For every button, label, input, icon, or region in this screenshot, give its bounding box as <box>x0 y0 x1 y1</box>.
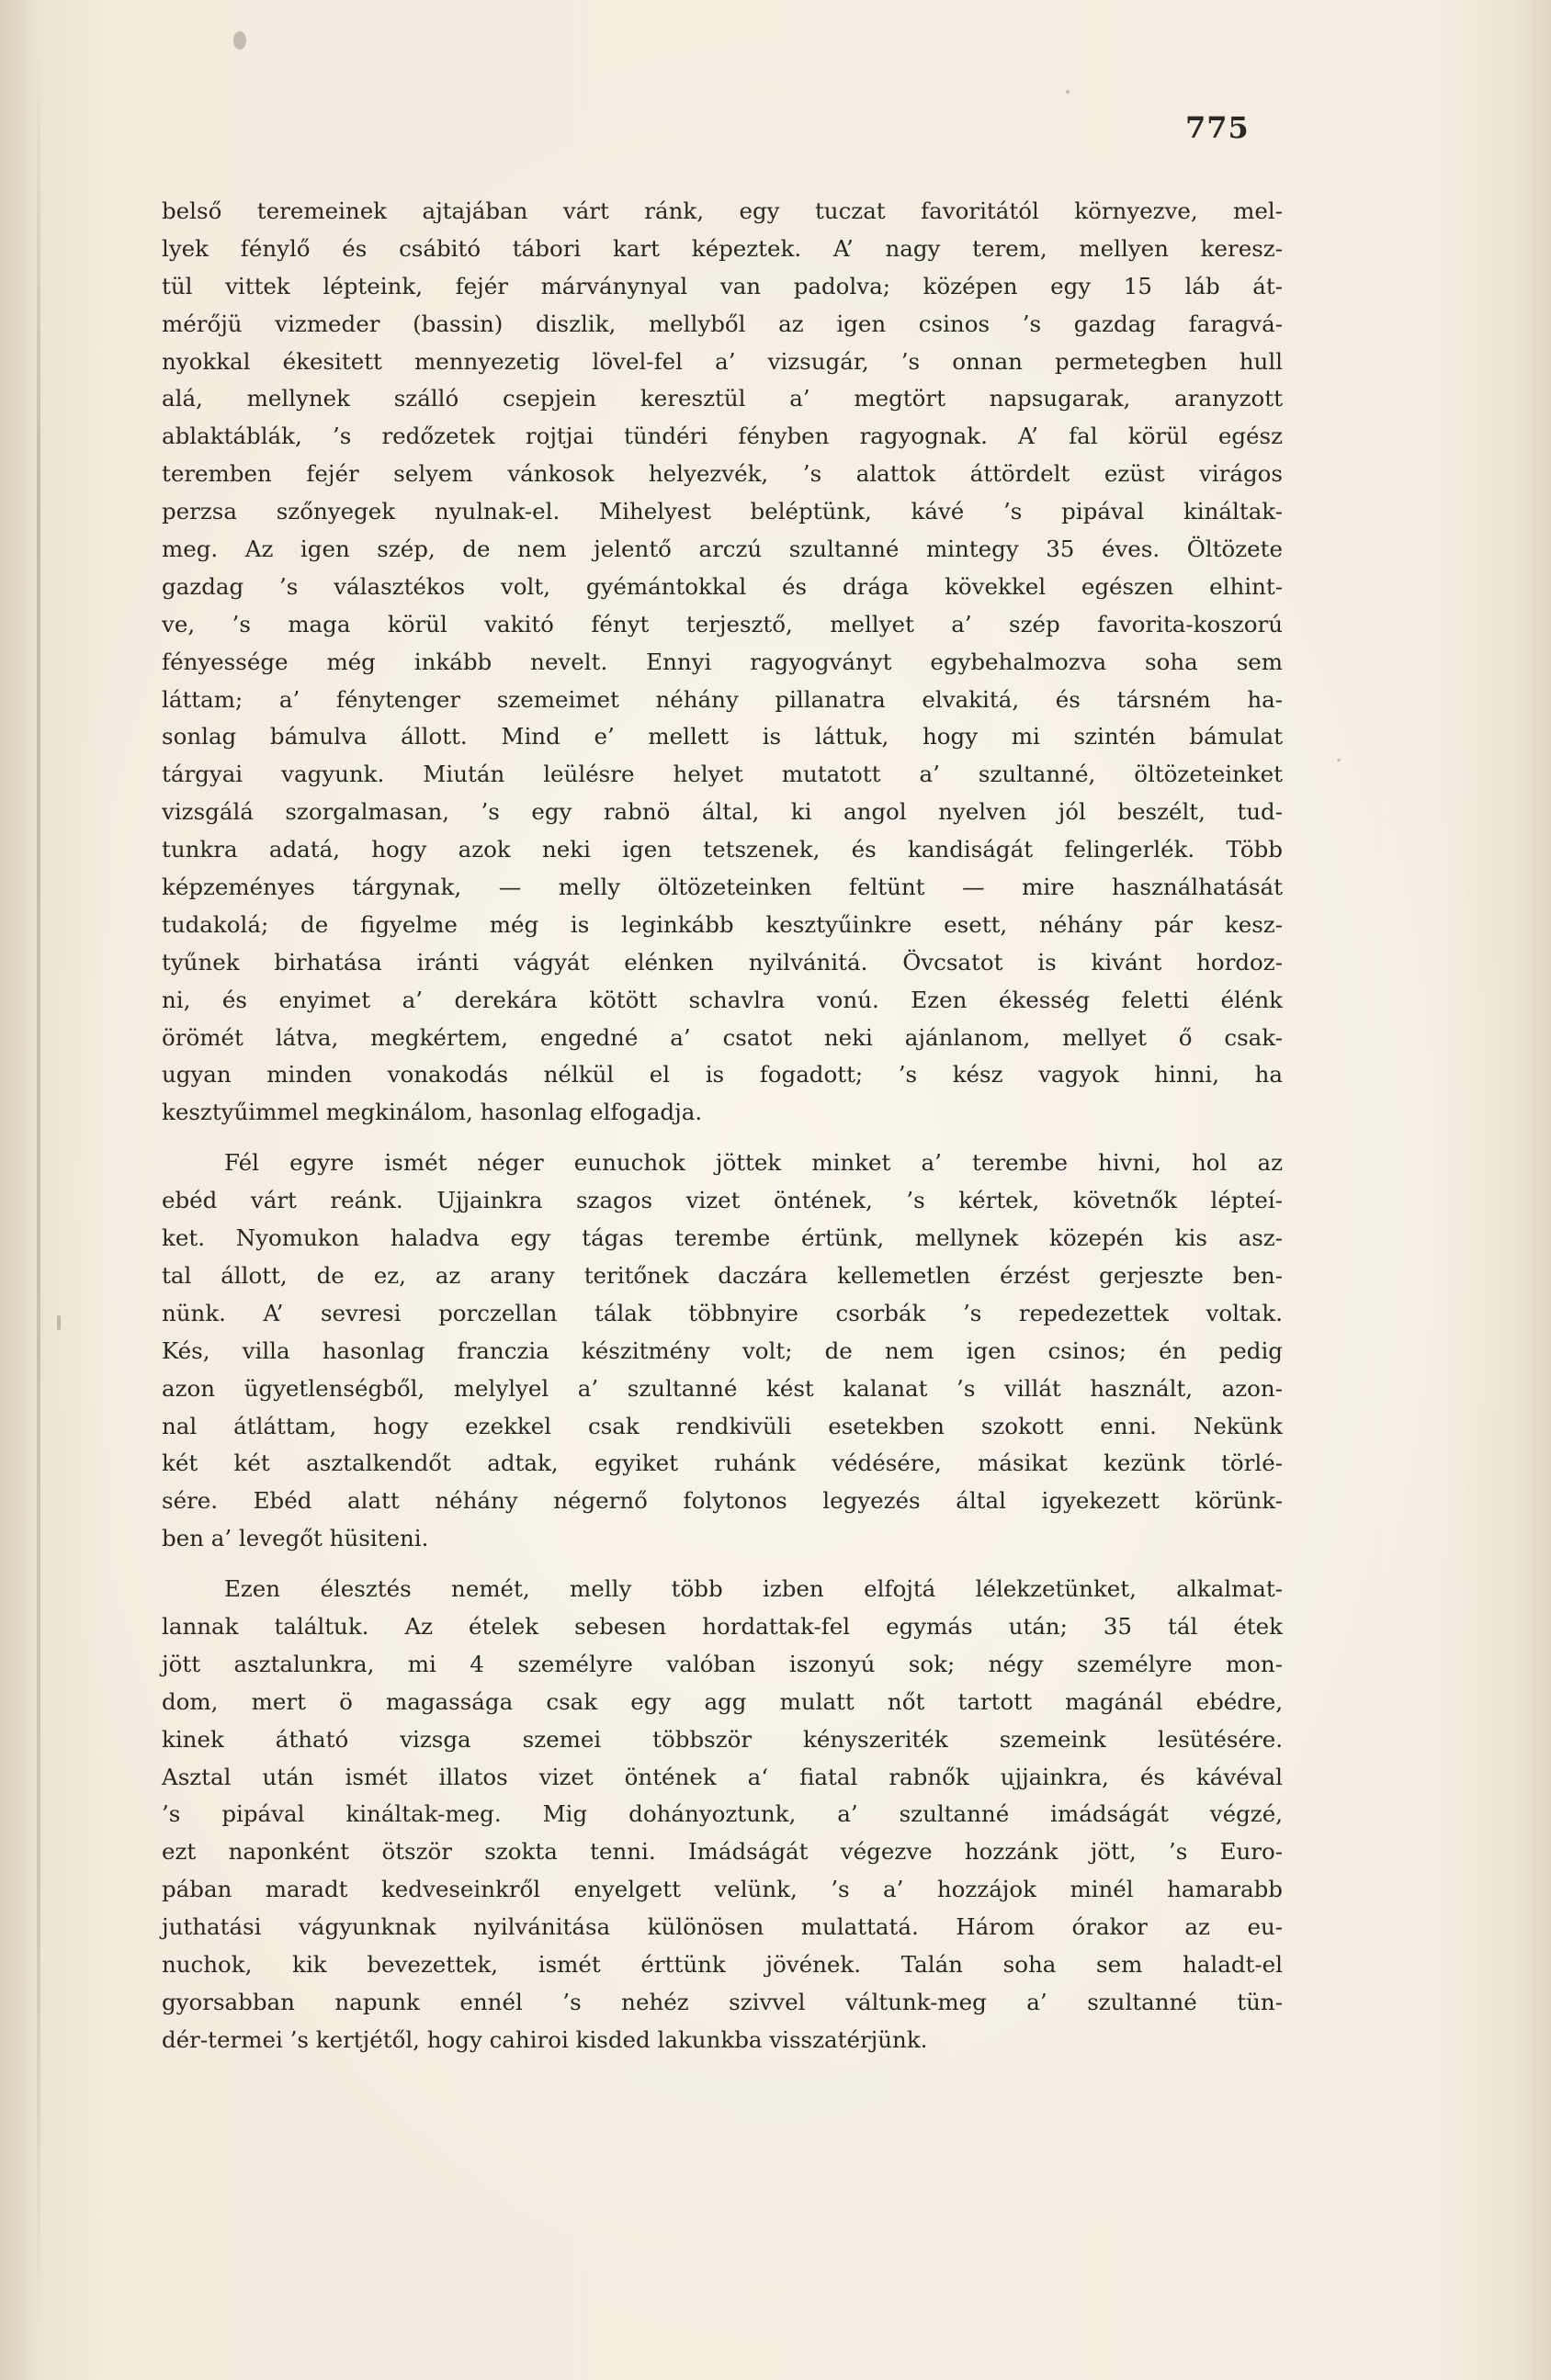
text-line: vizsgálá szorgalmasan, ’s egy rabnö által, ki angol nyelven jól beszélt, tud- <box>162 798 1283 826</box>
text-line: pában maradt kedveseinkről enyelgett velünk, ’s a’ hozzájok minél hamarabb <box>162 1876 1283 1903</box>
text-line: alá, mellynek szálló csepjein keresztül a’ megtört napsugarak, aranyzott <box>162 385 1283 412</box>
text-line: láttam; a’ fénytenger szemeimet néhány pillanatra elvakitá, és társném ha- <box>162 685 1283 713</box>
paragraph <box>162 1571 1283 2059</box>
body-text <box>162 193 1283 2059</box>
text-line: ebéd várt reánk. Ujjainkra szagos vizet öntének, ’s kértek, követnők lépteí- <box>162 1187 1283 1214</box>
text-line: nuchok, kik bevezettek, ismét érttünk jövének. Talán soha sem haladt-el <box>162 1950 1283 1978</box>
text-line: tül vittek lépteink, fejér márványnyal van padolva; középen egy 15 láb át- <box>162 272 1283 299</box>
text-line: nal átláttam, hogy ezekkel csak rendkivüli esetekben szokott enni. Nekünk <box>162 1412 1283 1439</box>
text-line: dér-termei ’s kertjétől, hogy cahiroi kisded lakunkba visszatérjünk. <box>162 2025 928 2053</box>
text-line: két két asztalkendőt adtak, egyiket ruhánk védésére, másikat kezünk törlé- <box>162 1449 1283 1477</box>
paper-speck <box>57 1315 61 1330</box>
paragraph-gap <box>162 1132 1283 1145</box>
text-line: Ezen élesztés nemét, melly több izben elfojtá lélekzetünket, alkalmat- <box>224 1575 1283 1603</box>
text-line: nyokkal ékesitett mennyezetig lövel-fel a’ vizsugár, ’s onnan permetegben hull <box>162 347 1283 375</box>
text-line: azon ügyetlenségből, melylyel a’ szultanné kést kalanat ’s villát használt, azon- <box>162 1374 1283 1402</box>
text-line: Fél egyre ismét néger eunuchok jöttek minket a’ terembe hivni, hol az <box>224 1149 1283 1177</box>
text-line: tyűnek birhatása iránti vágyát elénken nyilvánitá. Övcsatot is kivánt hordoz- <box>162 948 1283 976</box>
text-line: dom, mert ö magassága csak egy agg mulatt nőt tartott magánál ebédre, <box>162 1687 1283 1715</box>
text-line: Asztal után ismét illatos vizet öntének a‘ fiatal rabnők ujjainkra, és kávéval <box>162 1763 1283 1790</box>
paragraph-gap <box>162 1558 1283 1571</box>
text-line: teremben fejér selyem vánkosok helyezvék, ’s alattok áttördelt ezüst virágos <box>162 460 1283 488</box>
text-line: ablaktáblák, ’s redőzetek rojtjai tündéri fényben ragyognak. A’ fal körül egész <box>162 423 1283 450</box>
text-line: kesztyűimmel megkinálom, hasonlag elfogadja. <box>162 1099 703 1126</box>
text-line: sére. Ebéd alatt néhány négernő folytonos legyezés által igyekezett körünk- <box>162 1487 1283 1515</box>
text-line: ve, ’s maga körül vakitó fényt terjesztő, mellyet a’ szép favorita-koszorú <box>162 610 1283 637</box>
paragraph <box>162 1145 1283 1558</box>
text-line: meg. Az igen szép, de nem jelentő arczú szultanné mintegy 35 éves. Öltözete <box>162 536 1283 563</box>
text-line: tunkra adatá, hogy azok neki igen tetszenek, és kandiságát felingerlék. Több <box>162 836 1283 863</box>
text-line: nünk. A’ sevresi porczellan tálak többnyire csorbák ’s repedezettek voltak. <box>162 1299 1283 1326</box>
text-line: fényessége még inkább nevelt. Ennyi ragyogványt egybehalmozva soha sem <box>162 648 1283 675</box>
text-line: tárgyai vagyunk. Miután leülésre helyet mutatott a’ szultanné, öltözeteinket <box>162 761 1283 788</box>
paper-speck <box>1066 90 1070 94</box>
text-line: gyorsabban napunk ennél ’s nehéz szivvel váltunk-meg a’ szultanné tün- <box>162 1988 1283 2015</box>
paragraph <box>162 193 1283 1132</box>
paper-speck <box>233 31 246 50</box>
text-line: örömét látva, megkértem, engedné a’ csatot neki ajánlanom, mellyet ő csak- <box>162 1023 1283 1051</box>
text-line: juthatási vágyunknak nyilvánitása különösen mulattatá. Három órakor az eu- <box>162 1913 1283 1941</box>
text-line: perzsa szőnyegek nyulnak-el. Mihelyest beléptünk, kávé ’s pipával kináltak- <box>162 498 1283 525</box>
text-line: belső teremeinek ajtajában várt ránk, egy tuczat favoritától környezve, mel- <box>162 197 1283 224</box>
text-line: ket. Nyomukon haladva egy tágas terembe értünk, mellynek közepén kis asz- <box>162 1224 1283 1252</box>
text-line: tal állott, de ez, az arany teritőnek daczára kellemetlen érzést gerjeszte ben- <box>162 1261 1283 1289</box>
text-line: lyek fénylő és csábitó tábori kart képeztek. A’ nagy terem, mellyen keresz- <box>162 234 1283 262</box>
text-line: gazdag ’s választékos volt, gyémántokkal és drága kövekkel egészen elhint- <box>162 572 1283 600</box>
text-line: ugyan minden vonakodás nélkül el is fogadott; ’s kész vagyok hinni, ha <box>162 1061 1283 1088</box>
text-line: ’s pipával kináltak-meg. Mig dohányoztunk, a’ szultanné imádságát végzé, <box>162 1800 1283 1828</box>
text-line: képzeményes tárgynak, — melly öltözeteinken feltünt — mire használhatását <box>162 874 1283 901</box>
page-gutter-shadow <box>37 55 40 2333</box>
text-line: Kés, villa hasonlag franczia készitmény volt; de nem igen csinos; én pedig <box>162 1337 1283 1364</box>
paper-speck <box>1337 759 1341 761</box>
page-number: 775 <box>1185 110 1250 145</box>
text-line: ben a’ levegőt hüsiteni. <box>162 1525 429 1552</box>
text-line: kinek átható vizsga szemei többször kényszeriték szemeink lesütésére. <box>162 1725 1283 1753</box>
text-line: tudakolá; de figyelme még is leginkább kesztyűinkre esett, néhány pár kesz- <box>162 910 1283 938</box>
text-line: sonlag bámulva állott. Mind e’ mellett is láttuk, hogy mi szintén bámulat <box>162 723 1283 750</box>
text-line: ezt naponként ötször szokta tenni. Imádságát végezve hozzánk jött, ’s Euro- <box>162 1838 1283 1866</box>
text-line: ni, és enyimet a’ derekára kötött schavlra vonú. Ezen ékesség feletti élénk <box>162 986 1283 1013</box>
text-line: lannak találtuk. Az ételek sebesen hordattak-fel egymás után; 35 tál étek <box>162 1612 1283 1640</box>
text-line: jött asztalunkra, mi 4 személyre valóban iszonyú sok; négy személyre mon- <box>162 1650 1283 1677</box>
text-line: mérőjü vizmeder (bassin) diszlik, mellyből az igen csinos ’s gazdag faragvá- <box>162 310 1283 337</box>
